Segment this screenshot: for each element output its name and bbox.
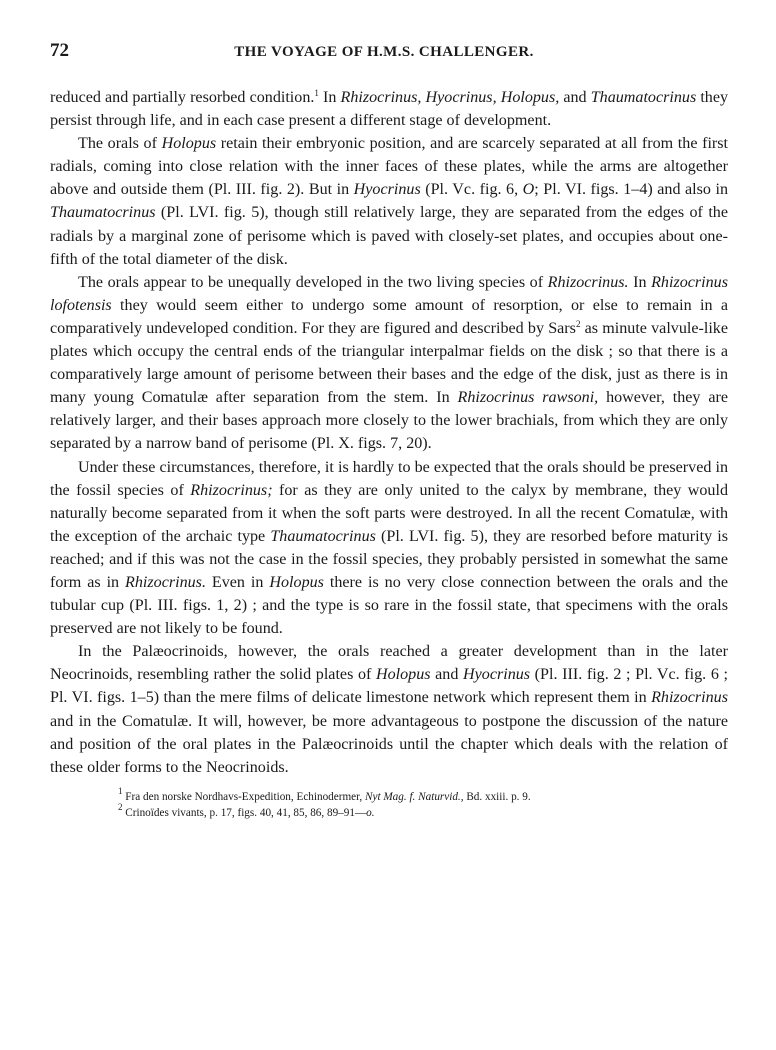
- italic-text: Holopus: [375, 666, 431, 684]
- italic-text: Holopus: [161, 135, 217, 153]
- footnote-marker: 2: [118, 801, 123, 812]
- italic-text: Rhizocrinus rawsoni,: [457, 389, 599, 407]
- text-run: they would seem either to undergo some amount of resorption, or else to remain in a comparatively undeveloped condition. For they are figured and described by Sars: [50, 296, 728, 337]
- footnote-marker: 1: [314, 88, 319, 98]
- paragraph: [50, 86, 728, 132]
- page-number: 72: [50, 40, 69, 61]
- italic-text: Rhizocrinus;: [190, 481, 273, 499]
- text-run: Fra den norske Nordhavs-Expedition, Echinodermer,: [122, 790, 366, 803]
- text-run: for as they are only united to the calyx by membrane, they would naturally become separated from it when the soft parts were destroyed. In all the recent Comatulæ, with the exception of the archaic type: [50, 481, 729, 545]
- italic-text: Rhizocrinus.: [547, 273, 629, 291]
- text-run: they persist through life, and in each case present a different stage of development.: [50, 89, 729, 130]
- text-run: however, they are relatively larger, and their bases approach more closely to the lower brachials, from which they are only separated by a narrow band of perisome (Pl. X. figs. 7, 20).: [50, 389, 729, 453]
- text-run: In the Palæocrinoids, however, the orals reached a greater development than in the later Neocrinoids, resembling rather the solid plates of: [50, 643, 728, 684]
- italic-text: Holopus: [269, 573, 324, 591]
- italic-text: Thaumatocrinus: [50, 204, 156, 222]
- paragraph: [50, 456, 728, 641]
- text-run: reduced and partially resorbed condition.: [50, 89, 315, 106]
- text-run: Under these circumstances, therefore, it is hardly to be expected that the orals should be preserved in the fossil species of: [50, 458, 728, 499]
- text-run: and in the Comatulæ. It will, however, be more advantageous to postpone the discussion of the nature and position of the oral plates in the Palæocrinoids until the chapter which deals with the relation of these older forms to the Neocrinoids.: [50, 712, 728, 776]
- paragraph: [50, 271, 728, 456]
- text-run: and: [559, 89, 591, 106]
- text-run: Crinoïdes vivants, p. 17, figs. 40, 41, 85, 86, 89–91—: [122, 806, 367, 819]
- text-run: In: [628, 273, 652, 291]
- text-run: retain their embryonic position, and are scarcely separated at all from the first radials, coming into close relation with the inner faces of these plates, while the arms are altogether above and outside them (Pl. III. fig. 2). But in: [50, 135, 729, 199]
- text-run: The orals appear to be unequally developed in the two living species of: [78, 273, 548, 291]
- text-run: (Pl. LVI. fig. 5), though still relatively large, they are separated from the edges of the radials by a marginal zone of perisome which is paved with closely-set plates, and occupies about one-fifth of the total diameter of the disk.: [50, 204, 728, 268]
- running-head: THE VOYAGE OF H.M.S. CHALLENGER.: [234, 44, 534, 60]
- italic-text: Hyocrinus: [353, 181, 421, 199]
- text-run: there is no very close connection between the orals and the tubular cup (Pl. III. figs. 1, 2) ; and the type is so rare in the fossil state, that specimens with the orals preserved are not likely to be found.: [50, 573, 729, 638]
- italic-text: Nyt Mag. f. Naturvid.,: [365, 790, 464, 803]
- text-run: as minute valvule-like plates which occupy the central ends of the triangular interpalmar fields on the disk ; so that there is a comparatively large amount of perisome between their bases and the edge of the disk, just as there is in many young Comatulæ after separation from the stem. In: [50, 319, 728, 407]
- text-run: (Pl. LVI. fig. 5), they are resorbed before maturity is reached; and if this was not the case in the fossil species, they probably persisted in somewhat the same form as in: [50, 527, 728, 591]
- text-run: (Pl. III. fig. 2 ; Pl. Vc. fig. 6 ; Pl. VI. figs. 1–5) than the mere films of delicate limestone network which represent them in: [50, 666, 728, 707]
- italic-text: Thaumatocrinus: [270, 527, 376, 545]
- footnotes: [50, 785, 728, 821]
- footnote: [118, 801, 728, 821]
- footnote: [118, 785, 728, 805]
- italic-text: Rhizocrinus.: [125, 573, 206, 591]
- text-run: Even in: [205, 573, 270, 591]
- paragraph: [50, 640, 728, 779]
- italic-text: Rhizocrinus, Hyocrinus, Holopus,: [340, 89, 560, 106]
- text-run: The orals of: [78, 135, 162, 153]
- italic-text: Rhizocrinus: [651, 689, 728, 707]
- footnote-marker: 1: [118, 785, 123, 796]
- italic-text: o.: [366, 806, 375, 819]
- italic-text: O: [522, 181, 535, 199]
- footnote-marker: 2: [575, 318, 581, 329]
- page-header: [50, 40, 728, 70]
- italic-text: Thaumatocrinus: [590, 89, 697, 106]
- text-run: and: [430, 666, 464, 684]
- text-run: Bd. xxiii. p. 9.: [463, 790, 531, 803]
- text-run: In: [318, 89, 341, 106]
- text-run: (Pl. Vc. fig. 6,: [420, 181, 523, 199]
- italic-text: Rhizocrinus lofotensis: [50, 273, 728, 314]
- text-run: ; Pl. VI. figs. 1–4) and also in: [534, 181, 729, 199]
- italic-text: Hyocrinus: [463, 666, 531, 684]
- paragraph: [50, 132, 728, 271]
- body-text: [50, 86, 728, 779]
